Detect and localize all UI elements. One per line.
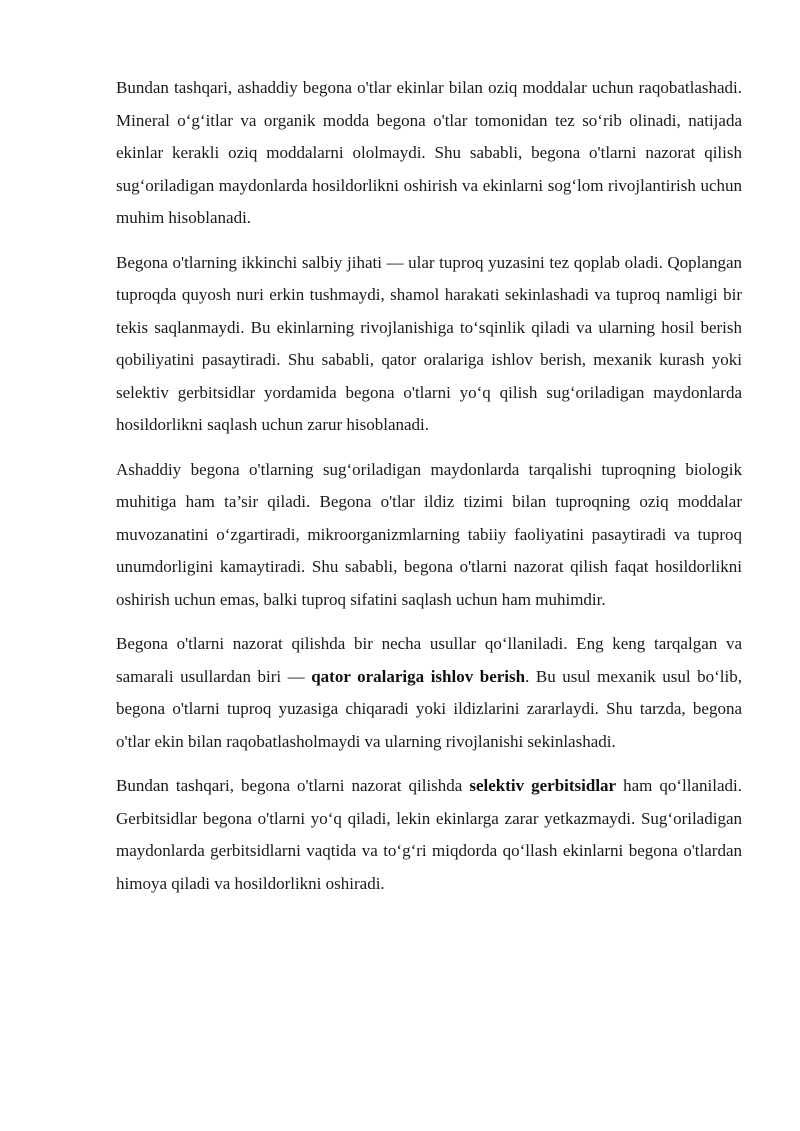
paragraph-bold-text: qator oralariga ishlov berish (311, 666, 526, 686)
paragraph-text: ham qo‘llaniladi. Gerbitsidlar begona o'tlarni yo‘q qiladi, lekin ekinlarga zarar yetkazmaydi. Sug‘oriladigan maydonlarda gerbitsidlarni vaqtida va to‘g‘ri miqdorda qo‘llash ekinlarni begona o'tlardan himoya qiladi va hosildorlikni oshiradi. (116, 776, 742, 893)
paragraph-bold-text: selektiv gerbitsidlar (469, 776, 617, 795)
paragraph-text: Begona o'tlarning ikkinchi salbiy jihati — ular tuproq yuzasini tez qoplab oladi. Qoplangan tuproqda quyosh nuri erkin tushmaydi, shamol harakati sekinlashadi va tuproq namligi bir tekis saqlanmaydi. Bu ekinlarning rivojlanishiga to‘sqinlik qiladi va ularning hosil berish qobiliyatini pasaytiradi. Shu sababli, qator oralariga ishlov berish, mexanik kurash yoki selektiv gerbitsidlar yordamida begona o'tlarni yo‘q qilish sug‘oriladigan maydonlarda hosildorlikni saqlash uchun zarur hisoblanadi. (116, 252, 742, 434)
paragraph-3 (116, 454, 742, 617)
paragraph-2 (116, 247, 742, 442)
document-page (116, 72, 742, 912)
paragraph-text: Bundan tashqari, ashaddiy begona o'tlar ekinlar bilan oziq moddalar uchun raqobatlashadi. Mineral o‘g‘itlar va organik modda begona o'tlar tomonidan tez so‘rib olinadi, natijada ekinlar kerakli oziq moddalarni ololmaydi. Shu sababli, begona o'tlarni nazorat qilish sug‘oriladigan maydonlarda hosildorlikni oshirish va ekinlarni sog‘lom rivojlantirish uchun muhim hisoblanadi. (116, 78, 742, 227)
paragraph-1 (116, 72, 742, 235)
paragraph-4 (116, 628, 742, 758)
paragraph-5 (116, 770, 742, 900)
paragraph-text: Ashaddiy begona o'tlarning sug‘oriladigan maydonlarda tarqalishi tuproqning biologik muhitiga ham ta’sir qiladi. Begona o'tlar ildiz tizimi bilan tuproqning oziq moddalar muvozanatini o‘zgartiradi, mikroorganizmlarning tabiiy faoliyatini pasaytiradi va tuproq unumdorligini kamaytiradi. Shu sababli, begona o'tlarni nazorat qilish faqat hosildorlikni oshirish uchun emas, balki tuproq sifatini saqlash uchun ham muhimdir. (116, 459, 742, 609)
paragraph-text: . Bu usul mexanik usul bo‘lib, begona o'tlarni tuproq yuzasiga chiqaradi yoki ildizlarini zararlaydi. Shu tarzda, begona o'tlar ekin bilan raqobatlasholmaydi va ularning rivojlanishi sekinlashadi. (116, 666, 742, 751)
paragraph-text: Bundan tashqari, begona o'tlarni nazorat qilishda (116, 776, 470, 795)
paragraph-text: Begona o'tlarni nazorat qilishda bir necha usullar qo‘llaniladi. Eng keng tarqalgan va samarali usullardan biri — (116, 634, 742, 686)
